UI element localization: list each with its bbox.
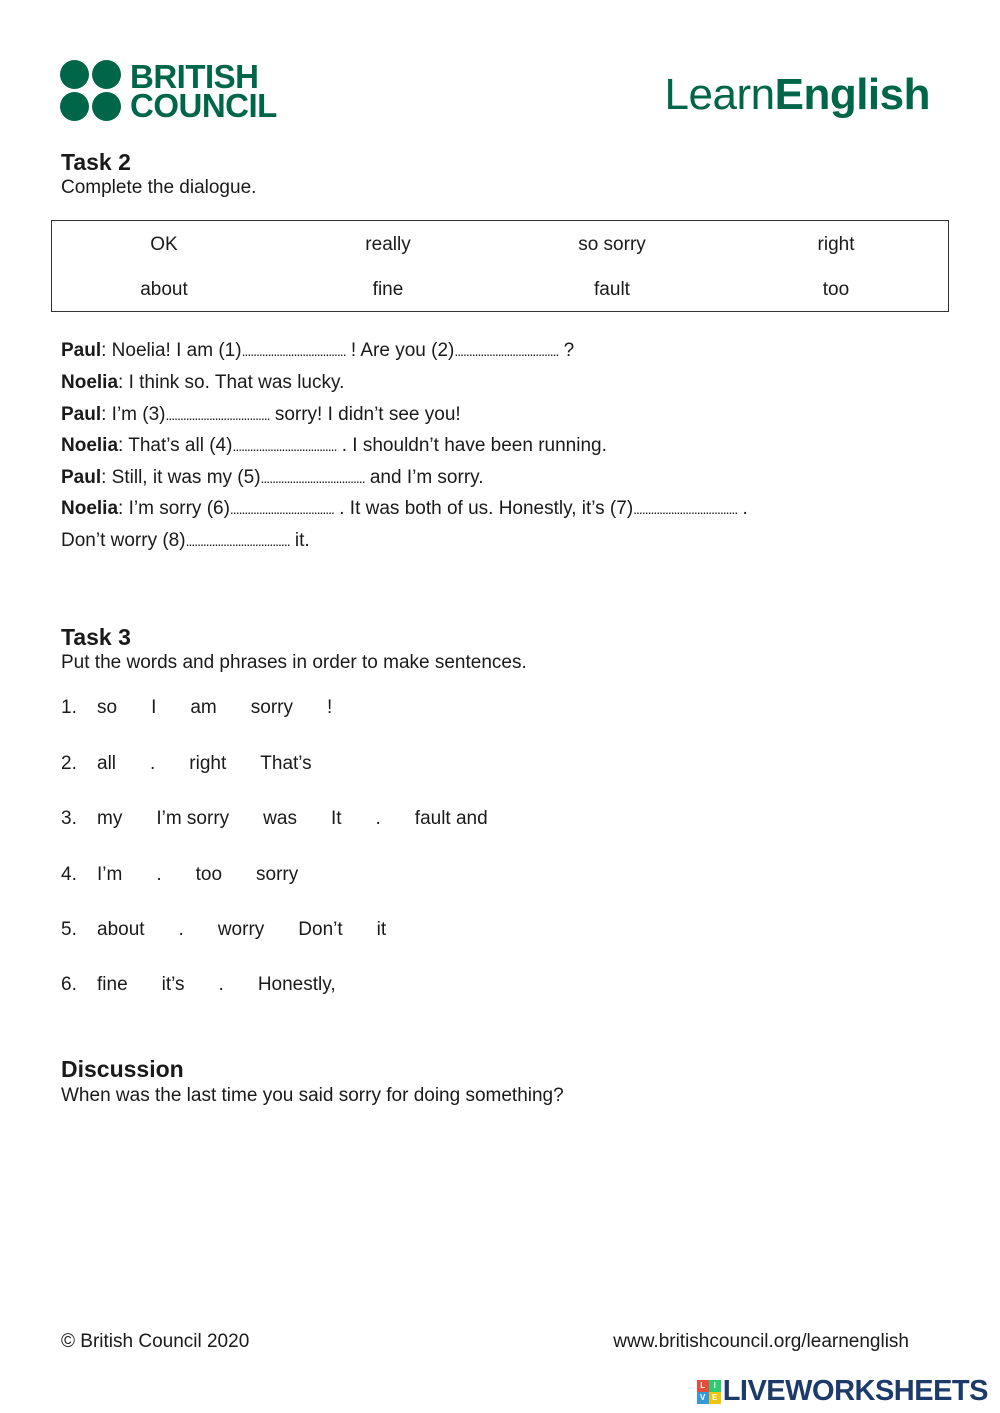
liveworksheets-logo: L I V E LIVEWORKSHEETS — [697, 1375, 988, 1408]
word-bank-item: too — [822, 279, 850, 300]
blank-6[interactable]: .................................... — [229, 501, 334, 517]
word-bank — [51, 220, 949, 312]
order-item: 6. fine it’s . Honestly, — [61, 974, 336, 995]
task2-instruction: Complete the dialogue. — [61, 177, 257, 198]
dialogue-line: Noelia: That’s all (4).................................... . I shouldn’t have been running. — [61, 435, 607, 456]
discussion-title: Discussion — [61, 1056, 184, 1082]
word-bank-item: about — [140, 279, 188, 300]
dialogue-line: Don’t worry (8).................................... it. — [61, 530, 310, 551]
order-item: 5. about . worry Don’t it — [61, 919, 387, 940]
blank-8[interactable]: .................................... — [185, 533, 290, 549]
word-bank-item: OK — [150, 234, 178, 255]
word-bank-item: really — [365, 234, 411, 255]
dialogue-line: Paul: Noelia! I am (1).................................... ! Are you (2).................................... ? — [61, 340, 575, 361]
british-council-dots-icon — [60, 60, 122, 122]
word-bank-item: so sorry — [578, 234, 646, 255]
word-bank-item: right — [817, 234, 855, 255]
order-item: 1. so I am sorry ! — [61, 697, 333, 718]
dialogue-line: Noelia: I think so. That was lucky. — [61, 372, 345, 393]
blank-3[interactable]: .................................... — [165, 407, 270, 423]
word-bank-item: fine — [372, 279, 404, 300]
blank-4[interactable]: .................................... — [232, 438, 337, 454]
order-item: 4. I’m . too sorry — [61, 864, 299, 885]
dialogue-line: Paul: I’m (3).................................... sorry! I didn’t see you! — [61, 404, 461, 425]
liveworksheets-icon: L I V E — [697, 1380, 721, 1404]
task2-title: Task 2 — [61, 149, 131, 175]
discussion-question: When was the last time you said sorry for doing something? — [61, 1085, 564, 1106]
task3-instruction: Put the words and phrases in order to make sentences. — [61, 652, 527, 673]
order-item: 3. my I’m sorry was It . fault and — [61, 808, 488, 829]
blank-5[interactable]: .................................... — [260, 470, 365, 486]
task3-title: Task 3 — [61, 624, 131, 650]
british-council-wordmark: BRITISH COUNCIL — [130, 58, 277, 124]
website-link[interactable]: www.britishcouncil.org/learnenglish — [613, 1331, 909, 1352]
blank-7[interactable]: .................................... — [633, 501, 738, 517]
copyright: © British Council 2020 — [61, 1331, 250, 1352]
dialogue-line: Noelia: I’m sorry (6).................................... . It was both of us. Honestly, it’s (7).................................... . — [61, 498, 748, 519]
order-item: 2. all . right That’s — [61, 753, 312, 774]
blank-1[interactable]: .................................... — [241, 343, 346, 359]
blank-2[interactable]: .................................... — [454, 343, 559, 359]
british-council-logo — [60, 60, 277, 122]
learnenglish-logo: LearnEnglish — [664, 70, 930, 119]
word-bank-item: fault — [594, 279, 630, 300]
dialogue-line: Paul: Still, it was my (5).................................... and I’m sorry. — [61, 467, 484, 488]
